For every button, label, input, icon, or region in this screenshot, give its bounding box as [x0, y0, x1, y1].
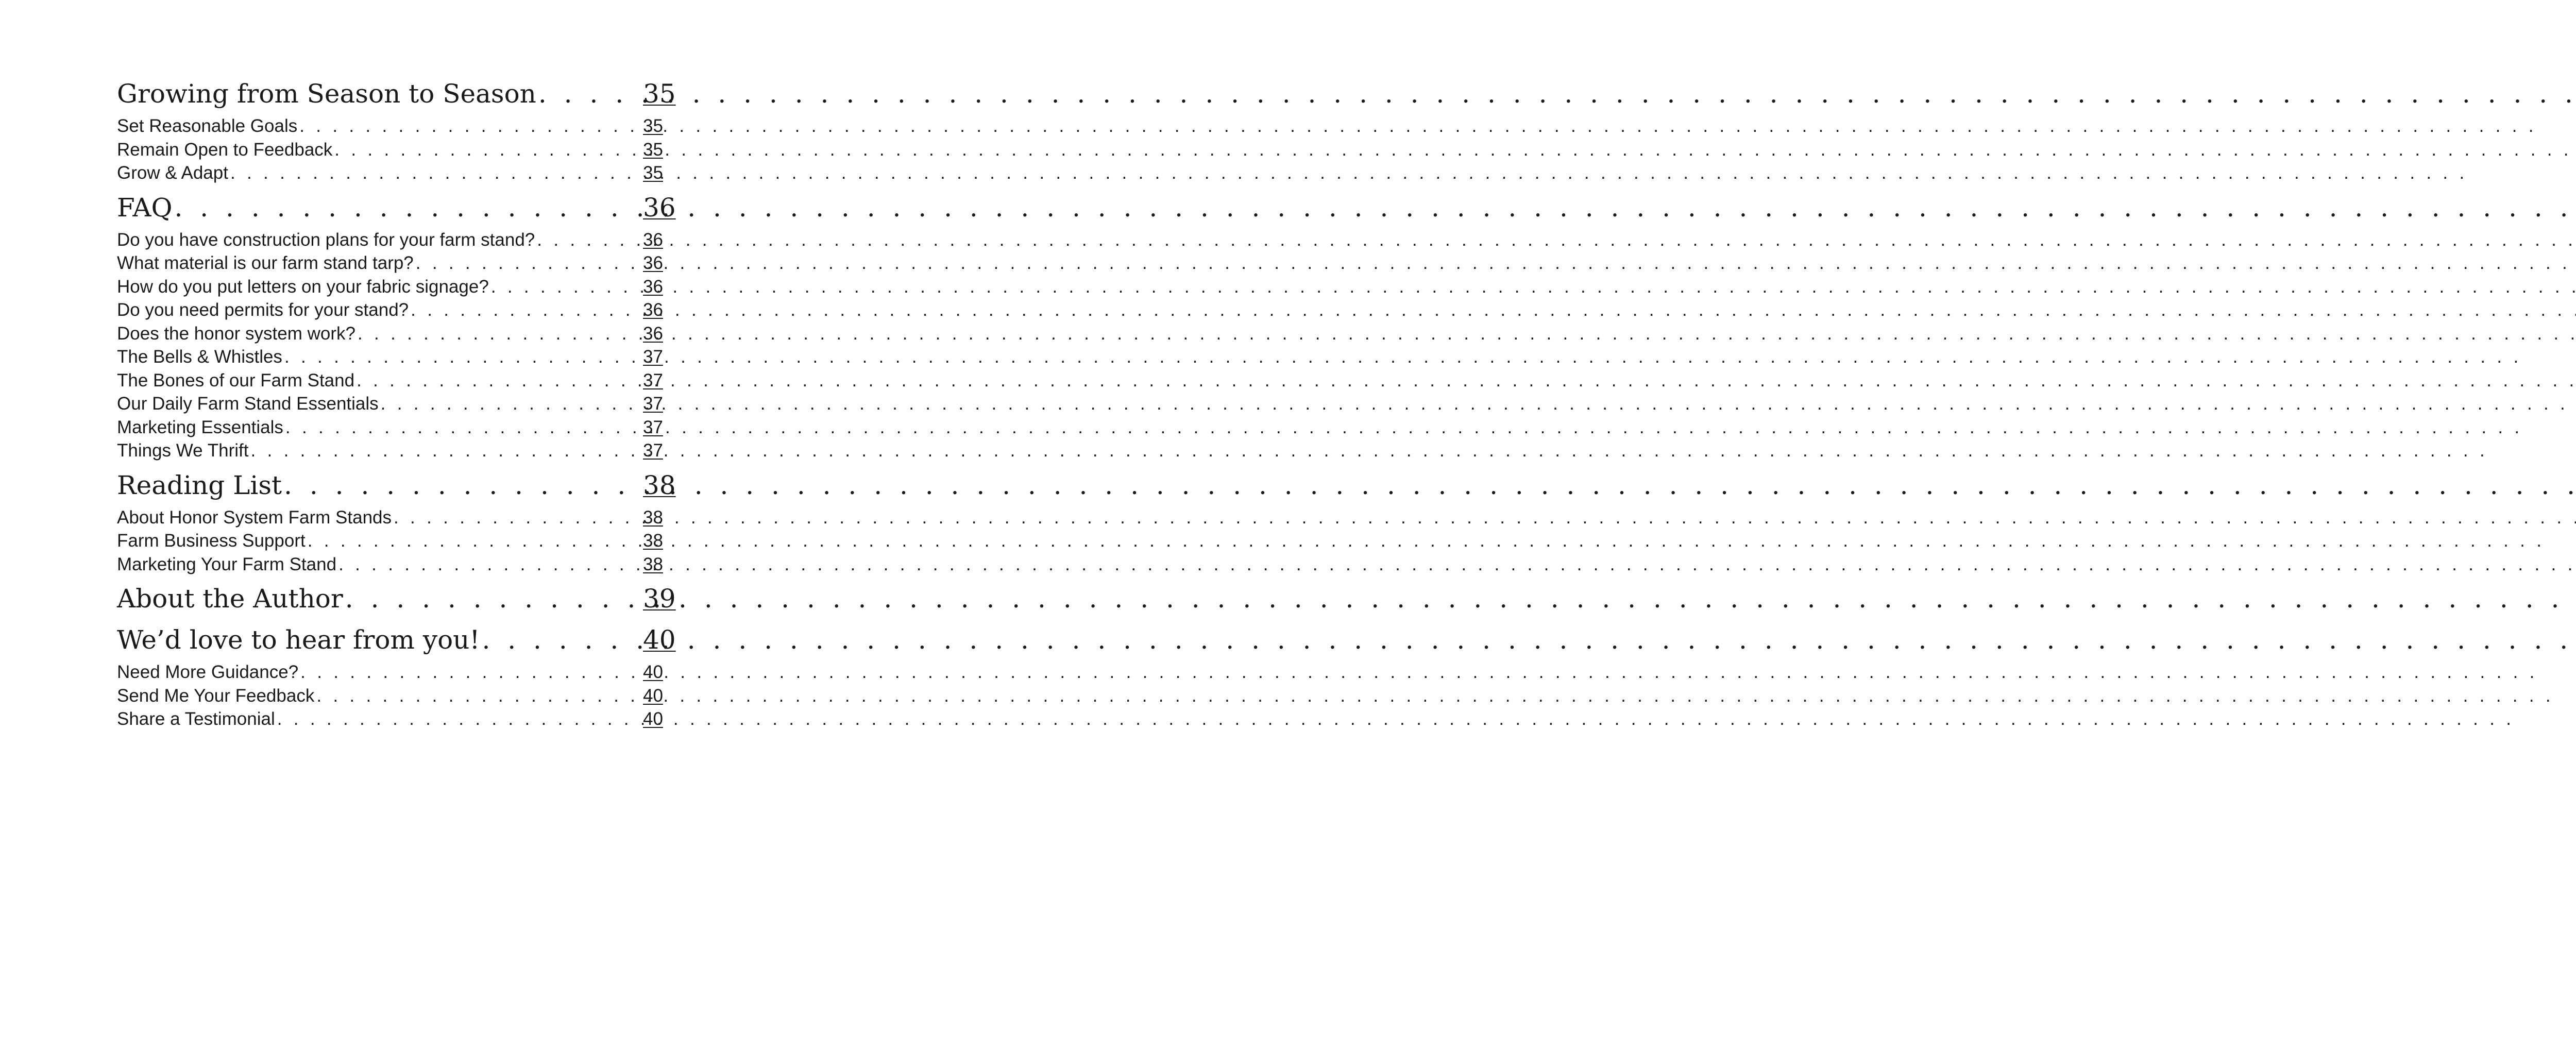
toc-entry[interactable]	[117, 228, 670, 252]
toc-page-link[interactable]: 36	[643, 192, 676, 223]
toc-entry[interactable]	[117, 275, 670, 299]
toc-entry[interactable]	[117, 660, 670, 684]
toc-subsection-list	[117, 114, 670, 185]
toc-entry-title: What material is our farm stand tarp?	[117, 253, 414, 273]
toc-section-title: FAQ	[117, 192, 173, 223]
toc-section	[117, 189, 676, 463]
toc-entry-title: The Bells & Whistles	[117, 347, 282, 367]
dot-leader	[230, 161, 642, 185]
dot-leader	[538, 75, 641, 112]
toc-section-entry[interactable]	[117, 621, 676, 658]
toc-entry-title: Marketing Your Farm Stand	[117, 554, 337, 574]
toc-entry[interactable]	[117, 684, 670, 708]
toc-page-link[interactable]: 37	[643, 394, 663, 414]
toc-entry-title: About Honor System Farm Stands	[117, 507, 392, 528]
toc-entry-title: Set Reasonable Goals	[117, 116, 298, 136]
toc-page-link[interactable]: 40	[643, 662, 663, 682]
toc-entry-title: Does the honor system work?	[117, 323, 355, 344]
toc-section-title: About the Author	[117, 584, 343, 614]
toc-entry[interactable]	[117, 114, 670, 138]
toc-page-link[interactable]: 40	[643, 625, 676, 655]
toc-page-link[interactable]: 35	[643, 116, 663, 136]
toc-page-link[interactable]: 40	[643, 709, 663, 729]
toc-page-link[interactable]: 36	[643, 276, 663, 297]
dot-leader	[416, 251, 642, 275]
toc-entry[interactable]	[117, 345, 670, 369]
toc-subsection-list	[117, 228, 670, 463]
toc-page-link[interactable]: 37	[643, 347, 663, 367]
toc-entry-title: Need More Guidance?	[117, 662, 299, 682]
dot-leader	[491, 275, 642, 299]
dot-leader	[482, 621, 641, 658]
toc-entry[interactable]	[117, 506, 670, 530]
toc-page-link[interactable]: 39	[643, 584, 676, 614]
toc-entry-title: Share a Testimonial	[117, 709, 275, 729]
toc-entry-title: Farm Business Support	[117, 531, 306, 551]
dot-leader	[316, 684, 642, 708]
dot-leader	[308, 529, 642, 553]
toc-section-entry[interactable]	[117, 467, 676, 504]
toc-entry[interactable]	[117, 529, 670, 553]
toc-entry-title: Send Me Your Feedback	[117, 685, 315, 706]
toc-page-link[interactable]: 40	[643, 685, 663, 706]
dot-leader	[537, 228, 642, 252]
toc-entry-title: How do you put letters on your fabric signage?	[117, 276, 489, 297]
dot-leader	[284, 345, 642, 369]
dot-leader	[358, 322, 642, 346]
toc-section-title: We’d love to hear from you!	[117, 625, 480, 655]
toc-entry-title: Do you have construction plans for your farm stand?	[117, 229, 535, 250]
toc-entry-title: The Bones of our Farm Stand	[117, 370, 355, 391]
dot-leader	[334, 138, 642, 162]
toc-entry[interactable]	[117, 138, 670, 162]
toc-entry[interactable]	[117, 707, 670, 731]
dot-leader	[357, 369, 642, 393]
toc-subsection-list	[117, 660, 670, 731]
toc-entry-title: Remain Open to Feedback	[117, 139, 333, 160]
toc-entry[interactable]	[117, 298, 670, 322]
toc-page-link[interactable]: 35	[643, 163, 663, 183]
toc-section-entry[interactable]	[117, 580, 676, 617]
toc-page-link[interactable]: 36	[643, 229, 663, 250]
toc-page-link[interactable]: 37	[643, 440, 663, 461]
dot-leader	[174, 189, 641, 226]
toc-page-link[interactable]: 35	[643, 79, 676, 109]
toc-entry-title: Things We Thrift	[117, 440, 249, 461]
toc-page-link[interactable]: 38	[643, 531, 663, 551]
dot-leader	[381, 392, 642, 416]
toc-page-link[interactable]: 38	[643, 554, 663, 574]
toc-section	[117, 467, 676, 576]
toc-section	[117, 580, 676, 617]
dot-leader	[345, 580, 641, 617]
toc-section	[117, 621, 676, 731]
toc-entry[interactable]	[117, 322, 670, 346]
toc-entry[interactable]	[117, 553, 670, 576]
dot-leader	[250, 439, 642, 463]
toc-subsection-list	[117, 506, 670, 576]
dot-leader	[299, 114, 642, 138]
toc-entry[interactable]	[117, 416, 670, 439]
toc-page-link[interactable]: 37	[643, 370, 663, 391]
dot-leader	[285, 416, 642, 439]
dot-leader	[277, 707, 642, 731]
dot-leader	[300, 660, 642, 684]
toc-entry[interactable]	[117, 439, 670, 463]
toc-section-title: Growing from Season to Season	[117, 79, 536, 109]
toc-entry-title: Our Daily Farm Stand Essentials	[117, 394, 379, 414]
toc-section-entry[interactable]	[117, 75, 676, 112]
toc-entry-title: Marketing Essentials	[117, 417, 283, 437]
toc-entry-title: Do you need permits for your stand?	[117, 300, 409, 320]
toc-page-link[interactable]: 36	[643, 253, 663, 273]
toc-page-link[interactable]: 37	[643, 417, 663, 437]
toc-entry[interactable]	[117, 392, 670, 416]
dot-leader	[411, 298, 642, 322]
toc-page-link[interactable]: 36	[643, 300, 663, 320]
toc-section	[117, 75, 676, 185]
toc-page-link[interactable]: 38	[643, 507, 663, 528]
dot-leader	[394, 506, 642, 530]
dot-leader	[284, 467, 641, 504]
toc-page-link[interactable]: 35	[643, 139, 663, 160]
toc-page-link[interactable]: 36	[643, 323, 663, 344]
toc-page-link[interactable]: 38	[643, 470, 676, 500]
toc-entry[interactable]	[117, 161, 670, 185]
toc-entry[interactable]	[117, 369, 670, 393]
toc-section-title: Reading List	[117, 470, 282, 500]
toc-entry-title: Grow & Adapt	[117, 163, 228, 183]
toc-section-entry[interactable]	[117, 189, 676, 226]
table-of-contents	[117, 71, 676, 731]
toc-entry[interactable]	[117, 251, 670, 275]
dot-leader	[338, 553, 642, 576]
